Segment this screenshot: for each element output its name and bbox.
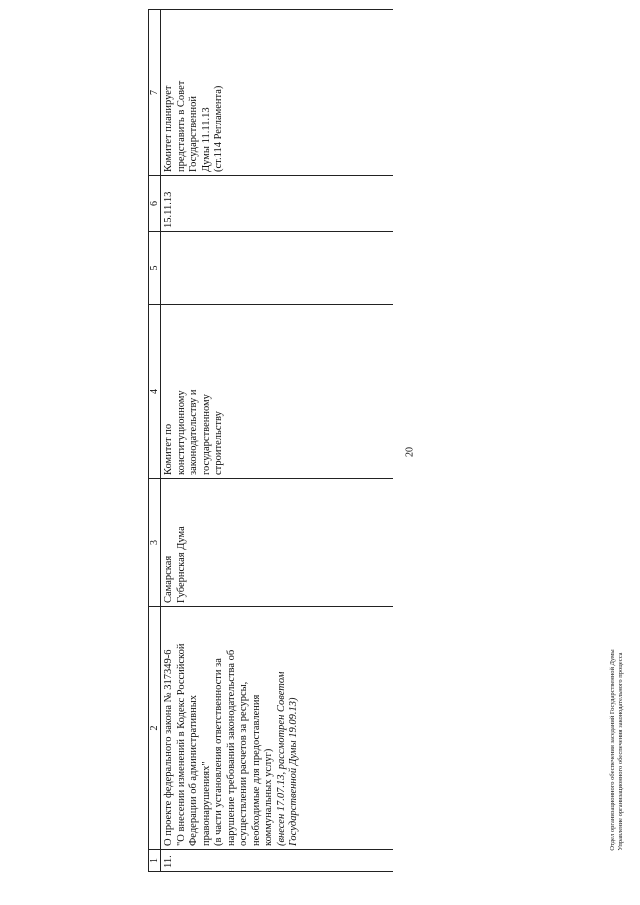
- table-row: [161, 10, 393, 872]
- committee-line: законодательству и: [188, 389, 199, 475]
- title-line: осуществлении расчетов за ресурсы,: [238, 681, 249, 846]
- committee-line: Комитет по: [163, 423, 174, 475]
- page-footer: [609, 649, 625, 850]
- title-line: коммунальных услуг): [263, 748, 274, 846]
- remark-cell: [161, 10, 393, 176]
- document-table-rotated: [148, 10, 396, 872]
- page-number: 20: [404, 447, 416, 457]
- remark-line: Государственной: [188, 96, 199, 172]
- remark-line: Думы 11.11.13: [200, 107, 212, 172]
- bill-table: [148, 9, 393, 872]
- remark-line: (ст.114 Регламента): [213, 85, 224, 172]
- initiator-line: Самарская: [163, 555, 174, 603]
- title-line: правонарушениях": [200, 761, 212, 846]
- committee-cell: [161, 305, 393, 479]
- header-row: [149, 10, 161, 872]
- committee-line: государственному: [200, 394, 212, 475]
- col-header-3: 3: [149, 479, 161, 607]
- title-line: "О внесении изменений в Кодекс Российской: [175, 643, 187, 846]
- column-5-cell: [161, 232, 393, 305]
- footer-line-1: Отдел организационного обеспечения заседаний Государственной Думы: [609, 649, 616, 851]
- title-line: необходимые для предоставления: [250, 694, 262, 846]
- col-header-2: 2: [149, 607, 161, 850]
- committee-line: конституционному: [175, 390, 187, 475]
- remark-line: представить в Совет: [175, 80, 187, 172]
- col-header-4: 4: [149, 305, 161, 479]
- row-number: 11.: [161, 850, 393, 872]
- title-line: Федерации об административных: [188, 694, 199, 846]
- title-line: (в части установления ответственности за: [213, 658, 224, 846]
- remark-line: Комитет планирует: [163, 85, 174, 172]
- col-header-6: 6: [149, 176, 161, 232]
- bill-title-cell: [161, 607, 393, 850]
- note-line: Государственной Думы 19.09.13): [288, 697, 299, 846]
- footer-line-2: Управление организационного обеспечения законодательного процесса: [617, 652, 624, 851]
- date-cell: 15.11.13: [161, 176, 393, 232]
- col-header-7: 7: [149, 10, 161, 176]
- initiator-cell: [161, 479, 393, 607]
- title-line: О проекте федерального закона № 317349-6: [163, 649, 174, 846]
- initiator-line: Губернская Дума: [175, 526, 187, 603]
- note-line: (внесен 17.07.13, рассмотрен Советом: [275, 671, 287, 846]
- committee-line: строительству: [213, 411, 224, 475]
- col-header-1: 1: [149, 850, 161, 872]
- col-header-5: 5: [149, 232, 161, 305]
- title-line: нарушение требований законодательства об: [225, 649, 237, 846]
